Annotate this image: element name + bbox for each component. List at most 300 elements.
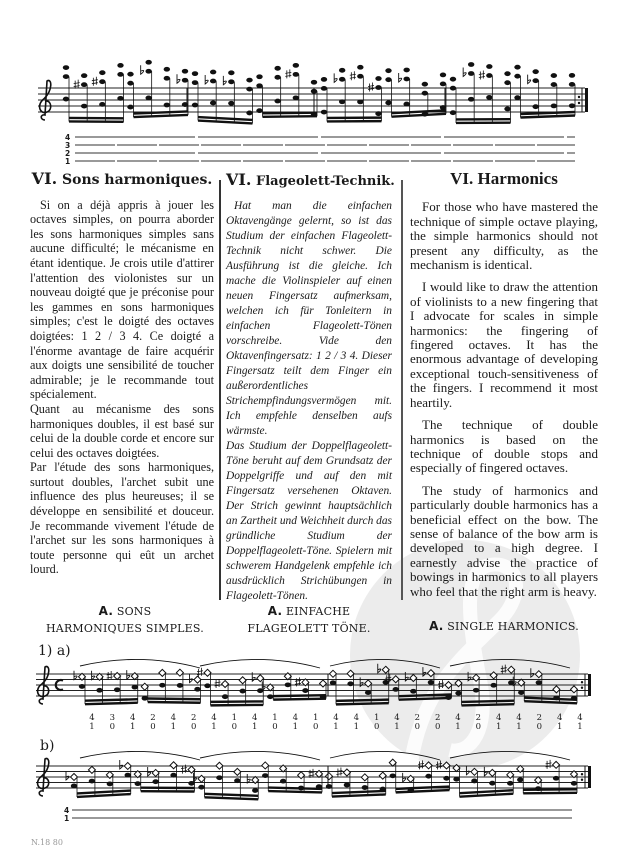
note-head	[553, 776, 559, 781]
note-head	[280, 779, 286, 784]
harmonic-diamond-note	[330, 670, 337, 677]
beam	[332, 791, 386, 793]
subhead-letter: A.	[267, 604, 283, 618]
fingering-number-pair	[351, 714, 361, 732]
note-head	[425, 774, 431, 779]
note-head	[246, 111, 252, 116]
harmonic-diamond-note	[170, 762, 177, 769]
note-head	[569, 82, 575, 87]
fingering-number-pair	[107, 714, 117, 732]
repeat-dot	[578, 96, 580, 98]
note-head	[256, 74, 262, 79]
note-head	[252, 788, 258, 793]
sharp-accidental-icon	[74, 80, 80, 89]
fingering-number-pair	[473, 714, 483, 732]
note-head	[99, 79, 105, 84]
note-head	[514, 65, 520, 70]
fingering-number-pair	[372, 714, 382, 732]
note-head	[471, 779, 477, 784]
english-column	[410, 169, 598, 599]
fingering-number: 4	[292, 713, 298, 723]
note-head	[569, 73, 575, 78]
sharp-accidental-icon	[309, 769, 315, 778]
note-head	[321, 86, 327, 91]
example-a-label: 1) a)	[38, 643, 71, 659]
example-b-string-labels	[64, 807, 69, 823]
note-head	[504, 80, 510, 85]
note-head	[164, 76, 170, 81]
note-head	[490, 683, 496, 688]
beam	[396, 790, 450, 792]
harmonic-diamond-note	[425, 762, 432, 769]
beam	[460, 794, 514, 797]
note-head	[514, 95, 520, 100]
note-head	[339, 68, 345, 73]
sharp-accidental-icon	[546, 760, 552, 769]
note-head	[504, 106, 510, 111]
note-head	[302, 688, 308, 693]
flat-accidental-icon	[513, 677, 516, 686]
fingering-number: 1	[373, 713, 380, 723]
harmonic-diamond-note	[159, 669, 166, 676]
plate-number: N.18 80	[31, 838, 63, 847]
note-head	[357, 65, 363, 70]
note-head	[210, 70, 216, 75]
fingering-number-pair	[148, 714, 158, 732]
note-head	[453, 777, 459, 782]
harmonic-diamond-note	[257, 675, 264, 682]
french-paragraph: Si on a déjà appris à jouer les octaves simples, on pourra aborder les sons harmoniques simples sans aucune difficulté; le mécanisme en étant identique. Je crois utile d'attirer l'attention des violonistes sur un nouveau doigté que je préconise pour les gammes en sons harmoniques simples; c'est le doigté des octaves doigtées: 1 2 / 3 4. Ce doigté a l'énorme avantage de faire acquérir aux doigts une sensibilité de toucher admirable; je le recommande tout spécialement.	[30, 197, 214, 402]
note-head	[344, 783, 350, 788]
note-head	[145, 60, 151, 65]
fingering-number: 4	[251, 713, 258, 723]
fingering-number: 0	[150, 722, 156, 732]
beam	[263, 116, 318, 117]
note-head	[256, 83, 262, 88]
note-head	[216, 775, 222, 780]
note-head	[89, 779, 95, 784]
fingering-number: 4	[394, 713, 400, 723]
note-head	[177, 683, 183, 688]
fingering-number: 1	[272, 713, 278, 723]
fingering-number: 4	[495, 713, 502, 723]
note-head	[145, 96, 151, 101]
harmonic-diamond-note	[198, 775, 205, 782]
note-head	[385, 77, 391, 82]
repeat-dot	[581, 773, 583, 775]
slur	[80, 659, 200, 668]
note-head	[135, 781, 141, 786]
fingering-number-pair	[290, 714, 300, 732]
note-head	[410, 689, 416, 694]
english-heading: VI. Harmonics	[450, 169, 558, 188]
fingering-number: 1	[577, 722, 583, 732]
harmonic-diamond-note	[320, 680, 327, 687]
sharp-accidental-icon	[501, 665, 507, 674]
note-head	[517, 777, 523, 782]
fingering-number: 1	[231, 713, 237, 723]
sharp-accidental-icon	[438, 680, 444, 689]
beam	[460, 790, 514, 793]
repeat-dot	[581, 779, 583, 781]
subhead-line: FLAGEOLETT TÖNE.	[247, 622, 371, 635]
beam	[77, 791, 131, 794]
note-head	[339, 77, 345, 82]
fingering-number: 1	[495, 722, 502, 732]
note-head	[468, 62, 474, 67]
fingering-number: 0	[312, 722, 319, 732]
subhead-line: EINFACHE	[285, 605, 351, 618]
harmonic-diamond-note	[365, 680, 372, 687]
fingering-number-pair	[311, 714, 321, 732]
note-head	[81, 82, 87, 87]
note-head	[321, 77, 327, 82]
string-number: 4	[65, 133, 71, 142]
fingering-number: 2	[414, 713, 420, 723]
repeat-dot	[578, 102, 580, 104]
note-head	[347, 681, 353, 686]
beam	[336, 703, 389, 704]
note-head	[204, 683, 210, 688]
flat-accidental-icon	[262, 681, 265, 690]
german-subhead	[226, 603, 392, 637]
french-column	[30, 169, 214, 584]
fingering-number-pair	[534, 714, 544, 732]
note-head	[450, 86, 456, 91]
subhead-line: HARMONIQUES SIMPLES.	[46, 622, 204, 635]
flat-accidental-icon	[463, 67, 466, 76]
sharp-accidental-icon	[285, 69, 291, 78]
string-number: 2	[65, 149, 71, 158]
note-head	[403, 77, 409, 82]
fingering-number: 1	[129, 722, 136, 732]
beam	[268, 791, 322, 792]
fingering-number: 1	[333, 722, 339, 732]
beam	[273, 699, 326, 700]
note-head	[532, 78, 538, 83]
harmonic-diamond-note	[443, 762, 450, 769]
slur	[80, 751, 200, 760]
harmonic-diamond-note	[489, 769, 496, 776]
note-head	[192, 80, 198, 85]
harmonic-diamond-note	[71, 773, 78, 780]
note-head	[127, 72, 133, 77]
note-head	[326, 784, 332, 789]
sharp-accidental-icon	[215, 679, 221, 688]
harmonic-diamond-note	[152, 769, 159, 776]
note-head	[551, 73, 557, 78]
string-number: 1	[65, 157, 71, 166]
note-head	[450, 77, 456, 82]
example-b-staff	[30, 752, 600, 802]
example-b-label: b)	[40, 738, 55, 754]
flat-accidental-icon	[92, 671, 95, 680]
sharp-accidental-icon	[436, 760, 442, 769]
fingering-number-pair	[433, 714, 443, 732]
fingering-number: 4	[170, 713, 176, 723]
note-head	[403, 68, 409, 73]
flat-accidental-icon	[399, 73, 402, 82]
note-head	[532, 104, 538, 109]
flat-accidental-icon	[423, 667, 426, 676]
fingering-number: 2	[434, 713, 441, 723]
note-head	[536, 680, 542, 685]
flat-accidental-icon	[528, 75, 531, 84]
fingering-number-pair	[168, 714, 178, 732]
note-head	[311, 80, 317, 85]
fingering-number-pair	[229, 714, 239, 732]
note-head	[274, 66, 280, 71]
note-head	[127, 105, 133, 110]
flat-accidental-icon	[127, 670, 130, 679]
note-head	[142, 696, 148, 701]
harmonic-diamond-note	[188, 766, 195, 773]
note-head	[571, 781, 577, 786]
note-head	[228, 79, 234, 84]
fingering-number: 1	[556, 722, 563, 732]
flat-accidental-icon	[378, 664, 381, 673]
fingering-number: 0	[536, 722, 542, 732]
note-head	[127, 81, 133, 86]
beam	[524, 698, 577, 700]
sharp-accidental-icon	[197, 668, 203, 677]
fingering-number-pair	[555, 714, 565, 732]
final-barline	[588, 674, 591, 696]
harmonic-diamond-note	[141, 683, 148, 690]
note-head	[365, 690, 371, 695]
note-head	[222, 694, 228, 699]
sharp-accidental-icon	[92, 77, 98, 86]
harmonic-diamond-note	[361, 774, 368, 781]
beam	[77, 794, 131, 797]
slur	[200, 751, 320, 760]
example-a-staff	[30, 660, 600, 710]
sharp-accidental-icon	[368, 83, 374, 92]
sharp-accidental-icon	[107, 671, 113, 680]
note-head	[514, 74, 520, 79]
note-head	[440, 81, 446, 86]
note-head	[551, 82, 557, 87]
fingering-number: 2	[190, 713, 197, 723]
german-heading-numeral: VI.	[226, 170, 252, 189]
note-head	[246, 87, 252, 92]
beam	[134, 115, 189, 117]
fingering-number: 1	[516, 722, 522, 732]
fingering-number: 0	[272, 722, 278, 732]
fingering-number: 4	[129, 713, 136, 723]
german-heading	[226, 170, 395, 189]
note-head	[198, 785, 204, 790]
fingering-number: 0	[231, 722, 237, 732]
french-paragraph: Quant au mécanisme des sons harmoniques doubles, il est basé sur celui de la double corde et encore sur celui des octaves doigtées.	[30, 401, 214, 460]
harmonic-diamond-note	[298, 772, 305, 779]
note-head	[210, 79, 216, 84]
fingering-number: 1	[170, 722, 176, 732]
example-b-staff-svg	[30, 752, 600, 802]
string-number-labels	[65, 134, 70, 166]
note-head	[486, 73, 492, 78]
harmonic-diamond-note	[343, 769, 350, 776]
english-paragraph: I would like to draw the attention of violinists to a new fingering that I advocate for scales in simple harmonics: the fingering of fingered octaves. It has the enormous advantage of developing exceptional touch-sensitiveness of the fingers. I recommend it most heartily.	[410, 279, 598, 410]
fingering-number: 2	[475, 713, 481, 723]
fingering-number: 4	[516, 713, 522, 723]
note-head	[504, 71, 510, 76]
beam	[392, 114, 447, 117]
harmonic-diamond-note	[455, 680, 462, 687]
harmonic-diamond-note	[553, 761, 560, 768]
note-head	[63, 74, 69, 79]
beam	[336, 700, 389, 701]
subhead-letter: A.	[98, 604, 114, 618]
note-head	[63, 65, 69, 70]
fingering-number: 0	[190, 722, 197, 732]
note-head	[182, 69, 188, 74]
note-head	[192, 103, 198, 108]
fingering-number: 4	[89, 713, 95, 723]
harmonic-diamond-note	[407, 775, 414, 782]
harmonic-diamond-note	[239, 677, 246, 684]
note-head	[486, 64, 492, 69]
beam	[462, 704, 515, 705]
note-head	[125, 773, 131, 778]
slur	[450, 751, 570, 760]
note-head	[107, 781, 113, 786]
french-subhead	[40, 603, 210, 637]
note-head	[330, 680, 336, 685]
beam	[399, 698, 452, 700]
note-head	[293, 63, 299, 68]
harmonic-diamond-note	[124, 762, 131, 769]
fingering-number-pair	[331, 714, 341, 732]
note-head	[96, 688, 102, 693]
harmonic-diamond-note	[216, 762, 223, 769]
fingering-number-pair	[514, 714, 524, 732]
note-head	[99, 70, 105, 75]
french-heading	[30, 169, 214, 188]
fingering-number-pair	[453, 714, 463, 732]
note-head	[117, 72, 123, 77]
fingering-number: 2	[536, 713, 542, 723]
slur	[200, 659, 320, 668]
subhead-letter: A.	[429, 619, 444, 633]
fingering-number-pair	[250, 714, 260, 732]
beam	[205, 797, 259, 799]
fingering-number-pair	[412, 714, 422, 732]
note-head	[443, 776, 449, 781]
french-paragraph: Par l'étude des sons harmoniques, surtout doubles, l'archet subit une influence des plus heureuses; il se développe en sensibilité et douceur. Je recommande vivement l'étude de l'archet sur les sons harmoniques à toute personne qui eût un archet lourd.	[30, 460, 214, 577]
note-head	[468, 71, 474, 76]
note-head	[262, 773, 268, 778]
beam	[332, 794, 386, 796]
harmonic-diamond-note	[389, 759, 396, 766]
note-head	[210, 101, 216, 106]
fingering-number: 0	[414, 722, 420, 732]
final-barline	[588, 766, 591, 788]
note-head	[159, 683, 165, 688]
english-subhead	[410, 618, 598, 635]
note-head	[518, 690, 524, 695]
harmonic-diamond-note	[379, 772, 386, 779]
fingering-number-pair	[128, 714, 138, 732]
fingering-number: 4	[211, 713, 217, 723]
string-number: 4	[64, 806, 70, 815]
fingering-number: 0	[434, 722, 441, 732]
harmonic-diamond-note	[234, 768, 241, 775]
note-head	[422, 82, 428, 87]
beam	[392, 110, 447, 113]
harmonic-diamond-note	[535, 671, 542, 678]
sharp-accidental-icon	[418, 760, 424, 769]
note-head	[507, 781, 513, 786]
note-head	[234, 778, 240, 783]
english-paragraph: The study of harmonics and particularly double harmonics has a beneficial effect on the bow. The sense of balance of the bow arm is developed to a high degree. I earnestly advise the practice of bowings in harmonics to all players who feel that the right arm is heavy.	[410, 482, 598, 599]
top-staff-svg	[30, 40, 600, 160]
note-head	[117, 96, 123, 101]
string-number: 3	[65, 141, 71, 150]
fingering-number: 4	[455, 713, 461, 723]
harmonic-diamond-note	[326, 773, 333, 780]
flat-accidental-icon	[205, 75, 208, 84]
note-head	[182, 78, 188, 83]
note-head	[551, 103, 557, 108]
beam	[462, 701, 515, 702]
note-head	[239, 689, 245, 694]
beam	[85, 699, 138, 700]
note-head	[450, 110, 456, 115]
note-head	[385, 100, 391, 105]
fingering-number: 4	[556, 713, 563, 723]
slur	[330, 751, 440, 760]
flat-accidental-icon	[531, 668, 534, 677]
note-head	[114, 687, 120, 692]
note-head	[170, 773, 176, 778]
note-head	[267, 694, 273, 699]
note-head	[192, 71, 198, 76]
column-divider	[401, 180, 403, 600]
beam	[268, 788, 322, 789]
note-head	[256, 108, 262, 113]
final-barline	[585, 88, 588, 112]
fingering-number: 1	[455, 722, 461, 732]
note-head	[152, 779, 158, 784]
flat-accidental-icon	[74, 671, 77, 680]
fingering-number: 1	[292, 722, 298, 732]
fingering-number: 4	[353, 713, 359, 723]
repeat-dot	[581, 681, 583, 683]
beam	[148, 698, 201, 699]
note-head	[375, 76, 381, 81]
note-head	[81, 104, 87, 109]
harmonic-diamond-note	[473, 674, 480, 681]
flat-accidental-icon	[334, 73, 337, 82]
harmonic-diamond-note	[553, 686, 560, 693]
note-head	[99, 102, 105, 107]
note-head	[357, 99, 363, 104]
harmonic-diamond-note	[427, 670, 434, 677]
beam	[198, 117, 253, 120]
note-head	[274, 99, 280, 104]
beam	[85, 703, 138, 704]
fingering-number: 2	[150, 713, 156, 723]
note-head	[489, 781, 495, 786]
note-head	[293, 95, 299, 100]
harmonic-diamond-note	[410, 674, 417, 681]
column-divider	[219, 180, 221, 600]
fingering-number: 1	[353, 722, 359, 732]
note-head	[532, 69, 538, 74]
repeat-dot	[581, 687, 583, 689]
fingering-number: 0	[109, 722, 115, 732]
